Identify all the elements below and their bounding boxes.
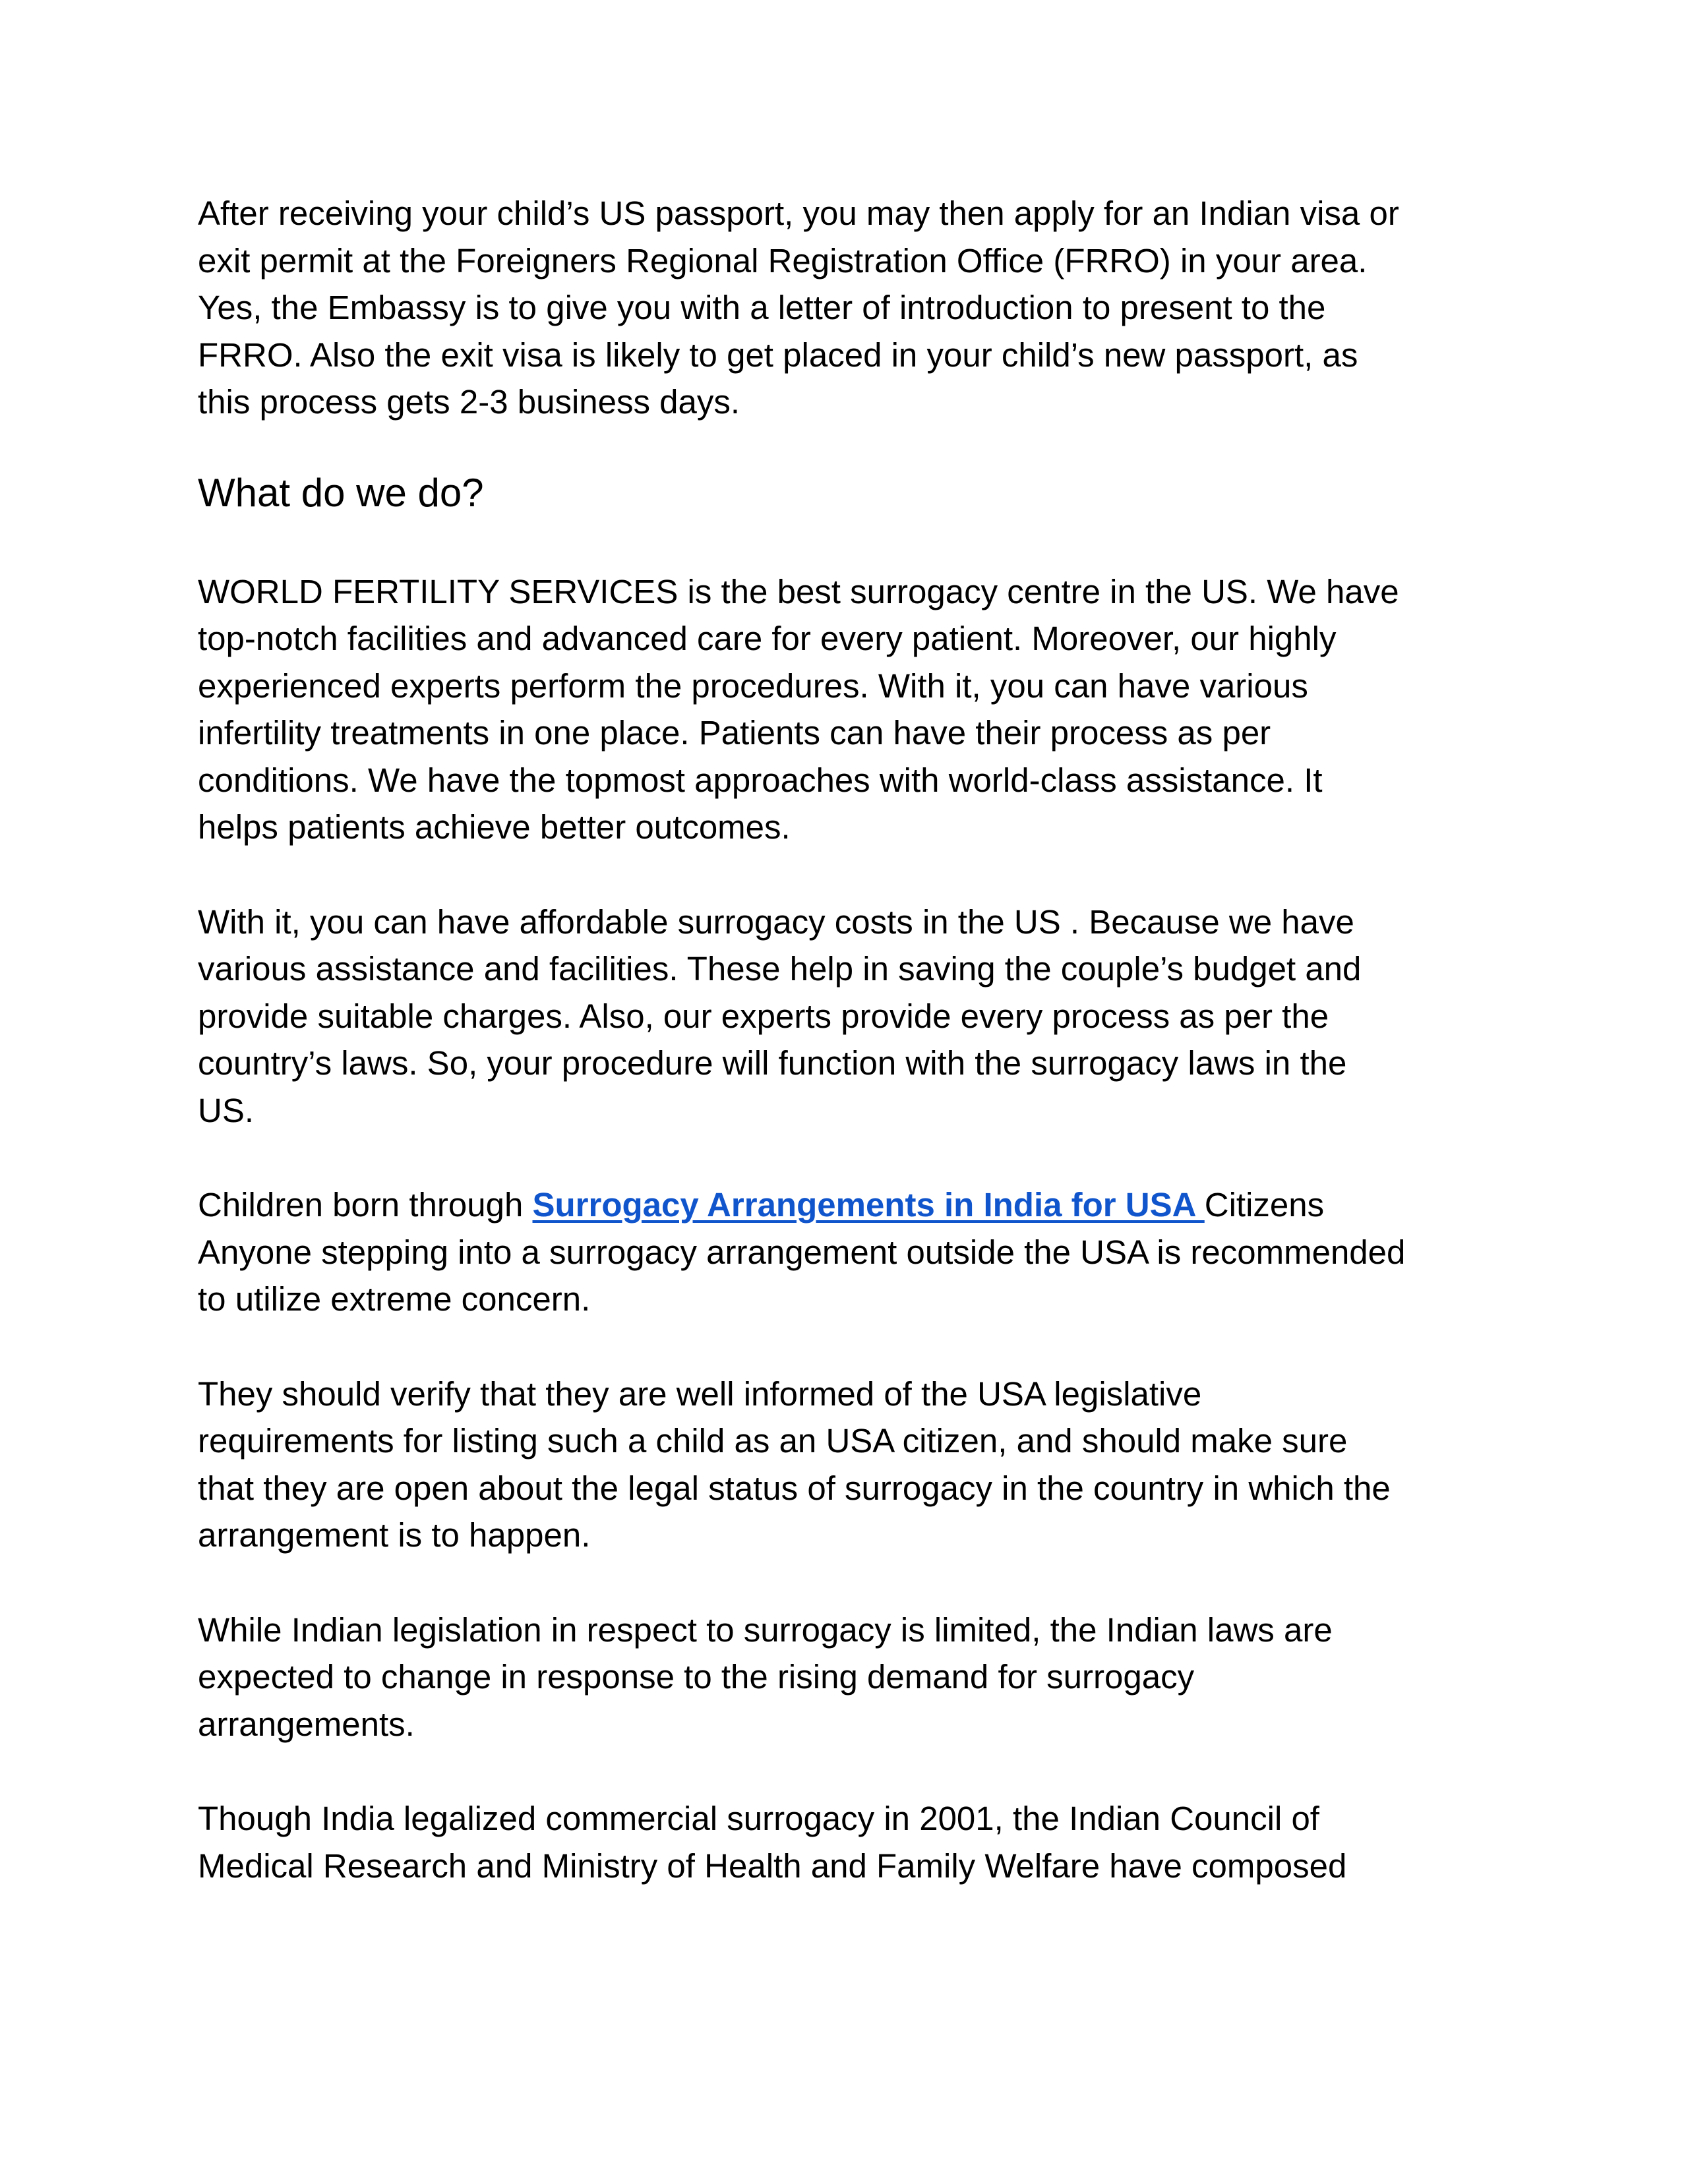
text-line: country’s laws. So, your procedure will function with the surrogacy laws in the [198,1044,1347,1082]
text-line: requirements for listing such a child as an USA citizen, and should make sure [198,1422,1348,1460]
surrogacy-arrangements-link[interactable]: Surrogacy Arrangements in India for USA [532,1186,1205,1224]
text-line: infertility treatments in one place. Patients can have their process as per [198,714,1271,752]
text-line: Yes, the Embassy is to give you with a letter of introduction to present to the [198,289,1326,326]
section-heading: What do we do? [198,470,484,515]
text-line: that they are open about the legal status of surrogacy in the country in which the [198,1469,1391,1507]
text-line: provide suitable charges. Also, our experts provide every process as per the [198,997,1329,1035]
text-line: While Indian legislation in respect to surrogacy is limited, the Indian laws are [198,1610,1333,1649]
text-line: Medical Research and Ministry of Health and Family Welfare have composed [198,1846,1347,1885]
paragraph-indian-legislation [198,1607,1497,1748]
text-line-with-link [198,1181,1497,1229]
text-line: US. [198,1091,255,1129]
text-line: conditions. We have the topmost approaches with world-class assistance. It [198,761,1323,799]
text-line: After receiving your child’s US passport, you may then apply for an Indian visa or [198,194,1399,232]
text-line: They should verify that they are well informed of the USA legislative [198,1374,1202,1413]
paragraph-affordable-costs [198,899,1497,1135]
paragraph-children-born [198,1181,1497,1323]
text-line: various assistance and facilities. These help in saving the couple’s budget and [198,950,1362,988]
text-after-link: Citizens [1204,1186,1325,1224]
text-line: helps patients achieve better outcomes. [198,808,791,846]
document-body [198,190,1497,1889]
text-line: to utilize extreme concern. [198,1280,591,1318]
text-line: FRRO. Also the exit visa is likely to get placed in your child’s new passport, as [198,336,1358,374]
paragraph-passport-exit-visa [198,190,1497,426]
text-line: this process gets 2-3 business days. [198,383,740,421]
text-line: Though India legalized commercial surrogacy in 2001, the Indian Council of [198,1800,1319,1837]
text-line: arrangement is to happen. [198,1516,591,1554]
text-line: top-notch facilities and advanced care for every patient. Moreover, our highly [198,620,1337,657]
text-line: arrangements. [198,1705,415,1743]
text-line: expected to change in response to the rising demand for surrogacy [198,1658,1195,1696]
paragraph-commercial-surrogacy-2001 [198,1795,1497,1889]
text-before-link: Children born through [198,1186,533,1224]
text-line: experienced experts perform the procedures. With it, you can have various [198,666,1308,705]
text-line: WORLD FERTILITY SERVICES is the best surrogacy centre in the US. We have [198,572,1399,610]
paragraph-world-fertility-services [198,568,1497,851]
text-line: Anyone stepping into a surrogacy arrangement outside the USA is recommended [198,1233,1406,1271]
paragraph-verify-requirements [198,1371,1497,1559]
text-line: exit permit at the Foreigners Regional Registration Office (FRRO) in your area. [198,241,1368,280]
text-line: With it, you can have affordable surrogacy costs in the US . Because we have [198,902,1354,941]
